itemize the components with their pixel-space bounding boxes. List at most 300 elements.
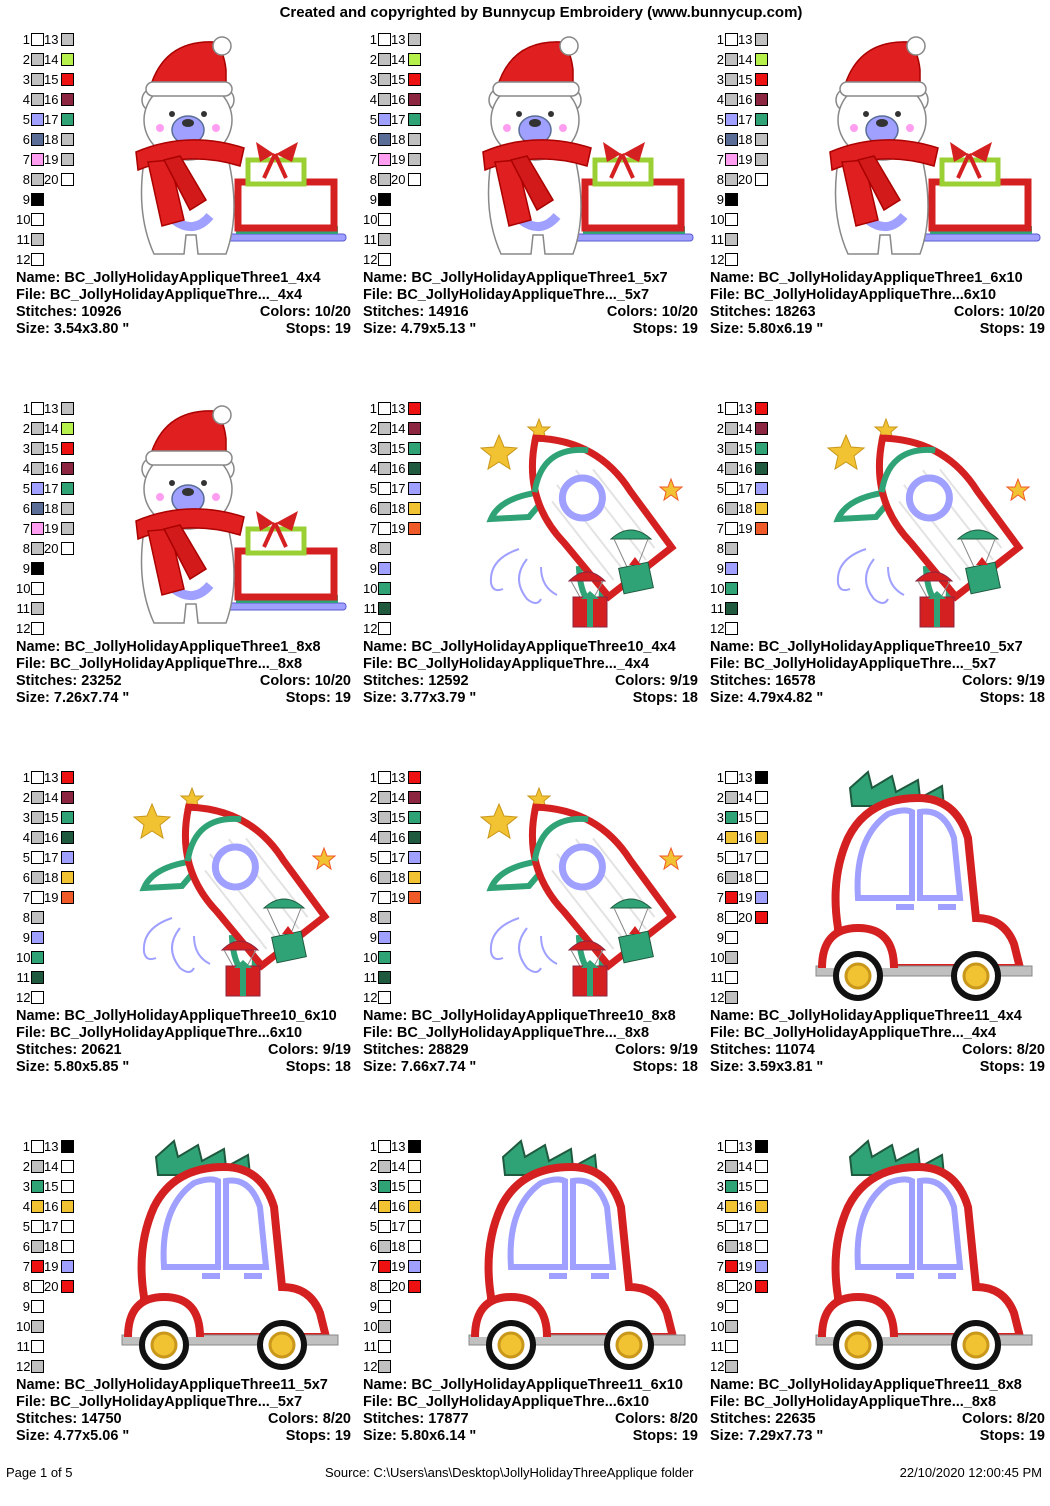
color-number: 1 xyxy=(369,770,377,785)
color-swatch xyxy=(755,73,768,86)
color-number: 3 xyxy=(22,72,30,87)
color-number: 2 xyxy=(716,790,724,805)
color-number: 8 xyxy=(22,541,30,556)
design-preview xyxy=(114,1137,356,1372)
color-swatch xyxy=(408,93,421,106)
design-info xyxy=(710,1008,1050,1076)
thread-color-row xyxy=(710,90,780,110)
design-name: BC_JollyHolidayAppliqueThree1_6x10 xyxy=(758,270,1023,286)
stitches-line xyxy=(710,1042,1050,1059)
color-swatch xyxy=(61,1220,74,1233)
color-swatch xyxy=(755,153,768,166)
color-number: 11 xyxy=(363,232,377,247)
color-number: 6 xyxy=(369,132,377,147)
thread-color-row xyxy=(16,559,86,579)
color-number: 3 xyxy=(369,441,377,456)
color-number: 7 xyxy=(716,1259,724,1274)
thread-color-row xyxy=(363,619,433,639)
stops-label: Stops: xyxy=(979,1428,1029,1444)
color-swatch xyxy=(31,462,44,475)
color-swatch xyxy=(31,1320,44,1333)
color-number: 17 xyxy=(44,1219,59,1234)
size-line xyxy=(710,1428,1050,1445)
size-line xyxy=(710,1059,1050,1076)
thread-color-row xyxy=(710,768,780,788)
thread-color-row xyxy=(363,210,433,230)
name-label: Name: xyxy=(710,1008,759,1024)
rocket-applique xyxy=(808,399,1048,634)
design-card xyxy=(710,30,1050,399)
thread-color-row xyxy=(363,948,433,968)
color-swatch xyxy=(31,1340,44,1353)
color-swatch xyxy=(725,1240,738,1253)
color-number: 17 xyxy=(391,1219,406,1234)
color-number: 7 xyxy=(22,890,30,905)
colors-label: Colors: xyxy=(614,1411,670,1427)
stops-label: Stops: xyxy=(979,321,1029,337)
color-number: 7 xyxy=(369,890,377,905)
color-swatch xyxy=(725,602,738,615)
color-swatch xyxy=(378,1320,391,1333)
color-number: 15 xyxy=(738,441,753,456)
color-number: 14 xyxy=(44,1159,59,1174)
design-info xyxy=(16,1377,363,1445)
name-label: Name: xyxy=(16,270,65,286)
color-swatch xyxy=(755,791,768,804)
color-number: 7 xyxy=(22,521,30,536)
thread-color-row xyxy=(16,1177,86,1197)
color-number: 19 xyxy=(738,152,753,167)
stitches-label: Stitches: xyxy=(16,673,82,689)
color-swatch xyxy=(378,133,391,146)
color-number: 3 xyxy=(716,441,724,456)
color-swatch xyxy=(725,911,738,924)
thread-color-row xyxy=(16,230,86,250)
color-number: 14 xyxy=(44,421,59,436)
thread-color-row xyxy=(710,150,780,170)
color-number: 16 xyxy=(44,1199,59,1214)
stitches-label: Stitches: xyxy=(710,1411,776,1427)
color-number: 18 xyxy=(391,132,406,147)
color-number: 9 xyxy=(716,1299,724,1314)
stitch-count: 16578 xyxy=(775,673,816,689)
color-number: 12 xyxy=(710,990,725,1005)
color-swatch xyxy=(755,33,768,46)
color-number: 12 xyxy=(16,990,31,1005)
color-swatch xyxy=(408,402,421,415)
color-number: 5 xyxy=(22,112,30,127)
color-swatch xyxy=(61,831,74,844)
color-swatch xyxy=(725,73,738,86)
color-number: 2 xyxy=(369,421,377,436)
colors-label: Colors: xyxy=(961,673,1017,689)
color-number: 5 xyxy=(22,1219,30,1234)
color-swatch xyxy=(408,462,421,475)
color-swatch xyxy=(755,502,768,515)
thread-color-row xyxy=(363,968,433,988)
thread-color-row xyxy=(710,928,780,948)
design-size: 5.80x5.85 " xyxy=(53,1059,130,1075)
color-number: 9 xyxy=(22,1299,30,1314)
color-swatch xyxy=(378,1360,391,1373)
rocket-applique xyxy=(461,768,701,1003)
color-swatch xyxy=(408,53,421,66)
color-number: 10 xyxy=(363,581,378,596)
thread-color-row xyxy=(710,170,780,190)
thread-color-row xyxy=(710,1237,780,1257)
color-swatch xyxy=(378,1220,391,1233)
design-name: BC_JollyHolidayAppliqueThree11_5x7 xyxy=(64,1377,328,1393)
color-swatch xyxy=(378,951,391,964)
color-swatch xyxy=(725,931,738,944)
thread-color-row xyxy=(16,808,86,828)
thread-color-row xyxy=(16,619,86,639)
thread-color-row xyxy=(16,250,86,270)
thread-color-row xyxy=(363,1237,433,1257)
color-swatch xyxy=(378,442,391,455)
color-swatch xyxy=(31,1200,44,1213)
color-swatch xyxy=(378,522,391,535)
color-swatch xyxy=(31,1180,44,1193)
color-swatch xyxy=(725,522,738,535)
color-swatch xyxy=(31,871,44,884)
color-swatch xyxy=(61,402,74,415)
color-swatch xyxy=(61,462,74,475)
color-swatch xyxy=(378,33,391,46)
name-label: Name: xyxy=(363,270,412,286)
color-number: 18 xyxy=(44,870,59,885)
color-number: 3 xyxy=(716,810,724,825)
color-swatch xyxy=(755,522,768,535)
color-swatch xyxy=(408,891,421,904)
color-number: 4 xyxy=(369,461,377,476)
thread-color-row xyxy=(16,170,86,190)
design-file: BC_JollyHolidayAppliqueThre..._5x7 xyxy=(49,1394,303,1410)
color-number: 3 xyxy=(369,810,377,825)
color-swatch xyxy=(31,253,44,266)
stitch-count: 14750 xyxy=(81,1411,122,1427)
color-swatch xyxy=(725,771,738,784)
color-swatch xyxy=(61,422,74,435)
thread-color-row xyxy=(363,579,433,599)
design-name-line xyxy=(710,1008,1050,1025)
color-swatch xyxy=(755,891,768,904)
color-number: 6 xyxy=(716,1239,724,1254)
color-swatch xyxy=(725,113,738,126)
color-swatch xyxy=(408,811,421,824)
color-number: 10 xyxy=(16,212,31,227)
color-number: 1 xyxy=(22,32,30,47)
color-swatch xyxy=(31,402,44,415)
size-label: Size: xyxy=(710,321,748,337)
color-swatch xyxy=(31,53,44,66)
color-number: 19 xyxy=(44,1259,59,1274)
color-number: 13 xyxy=(391,770,406,785)
color-swatch xyxy=(725,1220,738,1233)
color-swatch xyxy=(378,911,391,924)
color-number: 15 xyxy=(391,441,406,456)
stitch-count: 28829 xyxy=(428,1042,469,1058)
color-number: 17 xyxy=(738,481,753,496)
size-label: Size: xyxy=(363,1428,401,1444)
color-count: 8/20 xyxy=(1016,1411,1045,1427)
color-swatch xyxy=(725,542,738,555)
color-number: 13 xyxy=(391,32,406,47)
color-number: 18 xyxy=(44,501,59,516)
design-card xyxy=(710,399,1050,768)
design-card xyxy=(363,1137,710,1506)
color-swatch xyxy=(61,891,74,904)
color-number: 16 xyxy=(391,461,406,476)
color-swatch xyxy=(725,562,738,575)
size-label: Size: xyxy=(363,690,401,706)
stop-count: 19 xyxy=(334,1428,351,1444)
stops-label: Stops: xyxy=(632,321,682,337)
color-swatch xyxy=(725,991,738,1004)
color-number: 3 xyxy=(22,441,30,456)
color-number: 6 xyxy=(369,1239,377,1254)
color-number: 16 xyxy=(738,461,753,476)
color-swatch xyxy=(31,1280,44,1293)
color-swatch xyxy=(61,502,74,515)
color-number: 5 xyxy=(369,1219,377,1234)
design-file-line xyxy=(710,1394,1050,1411)
size-label: Size: xyxy=(363,321,401,337)
colors-label: Colors: xyxy=(259,304,315,320)
color-number: 4 xyxy=(716,461,724,476)
color-number: 18 xyxy=(391,1239,406,1254)
colors-label: Colors: xyxy=(267,1411,323,1427)
design-size: 5.80x6.19 " xyxy=(747,321,824,337)
color-number: 5 xyxy=(22,481,30,496)
color-number: 14 xyxy=(44,790,59,805)
color-number: 8 xyxy=(369,910,377,925)
stops-label: Stops: xyxy=(285,1059,335,1075)
color-swatch xyxy=(378,602,391,615)
design-preview xyxy=(114,30,356,265)
stop-count: 18 xyxy=(681,690,698,706)
color-swatch xyxy=(725,1340,738,1353)
color-number: 14 xyxy=(738,52,753,67)
color-number: 6 xyxy=(22,870,30,885)
stop-count: 19 xyxy=(334,321,351,337)
color-number: 18 xyxy=(44,1239,59,1254)
color-swatch xyxy=(725,1360,738,1373)
color-swatch xyxy=(408,133,421,146)
color-swatch xyxy=(755,173,768,186)
color-swatch xyxy=(408,1280,421,1293)
color-swatch xyxy=(31,33,44,46)
color-number: 4 xyxy=(22,461,30,476)
color-swatch xyxy=(31,542,44,555)
color-swatch xyxy=(408,1180,421,1193)
design-file-line xyxy=(16,1394,363,1411)
color-swatch xyxy=(31,1300,44,1313)
color-swatch xyxy=(408,791,421,804)
color-number: 14 xyxy=(391,52,406,67)
color-number: 14 xyxy=(391,790,406,805)
color-number: 7 xyxy=(22,1259,30,1274)
color-swatch xyxy=(725,173,738,186)
design-name-line xyxy=(363,270,710,287)
design-card xyxy=(16,768,363,1137)
color-swatch xyxy=(61,771,74,784)
thread-color-row xyxy=(710,1357,780,1377)
color-number: 11 xyxy=(363,601,377,616)
thread-color-row xyxy=(710,1337,780,1357)
color-number: 11 xyxy=(16,601,30,616)
thread-color-row xyxy=(16,1137,86,1157)
color-swatch xyxy=(31,562,44,575)
stops-label: Stops: xyxy=(979,1059,1029,1075)
design-info xyxy=(363,270,710,338)
color-number: 20 xyxy=(391,1279,406,1294)
design-name: BC_JollyHolidayAppliqueThree11_6x10 xyxy=(411,1377,683,1393)
design-name: BC_JollyHolidayAppliqueThree1_8x8 xyxy=(64,639,321,655)
color-number: 12 xyxy=(710,1359,725,1374)
color-swatch xyxy=(378,1340,391,1353)
design-info xyxy=(363,1008,710,1076)
stitches-line xyxy=(363,673,710,690)
color-swatch xyxy=(378,422,391,435)
stitch-count: 18263 xyxy=(775,304,816,320)
color-swatch xyxy=(725,33,738,46)
design-name-line xyxy=(710,639,1050,656)
design-card xyxy=(16,1137,363,1506)
color-number: 16 xyxy=(391,830,406,845)
color-swatch xyxy=(378,93,391,106)
car-with-tree-applique xyxy=(461,1137,701,1372)
color-number: 8 xyxy=(716,541,724,556)
color-number: 1 xyxy=(369,1139,377,1154)
color-number: 10 xyxy=(16,581,31,596)
thread-color-row xyxy=(16,479,86,499)
color-number: 14 xyxy=(391,1159,406,1174)
color-number: 4 xyxy=(716,92,724,107)
design-preview xyxy=(808,399,1050,634)
color-swatch xyxy=(725,1160,738,1173)
thread-color-row xyxy=(16,1277,86,1297)
design-preview xyxy=(808,30,1050,265)
color-number: 18 xyxy=(391,870,406,885)
color-number: 12 xyxy=(16,1359,31,1374)
thread-color-row xyxy=(16,459,86,479)
color-number: 6 xyxy=(716,132,724,147)
thread-color-row xyxy=(363,888,433,908)
color-swatch xyxy=(755,462,768,475)
thread-color-row xyxy=(710,399,780,419)
color-swatch xyxy=(31,622,44,635)
color-swatch xyxy=(31,891,44,904)
color-number: 13 xyxy=(738,32,753,47)
color-number: 18 xyxy=(44,132,59,147)
color-swatch xyxy=(725,93,738,106)
file-label: File: xyxy=(16,287,50,303)
color-swatch xyxy=(755,113,768,126)
color-number: 15 xyxy=(44,72,59,87)
name-label: Name: xyxy=(363,639,412,655)
color-number: 9 xyxy=(716,192,724,207)
thread-color-row xyxy=(16,210,86,230)
color-swatch xyxy=(378,1200,391,1213)
color-swatch xyxy=(725,1200,738,1213)
color-number: 8 xyxy=(369,541,377,556)
color-swatch xyxy=(725,133,738,146)
color-number: 10 xyxy=(363,212,378,227)
size-label: Size: xyxy=(16,321,54,337)
color-swatch xyxy=(61,133,74,146)
stop-count: 19 xyxy=(1028,1428,1045,1444)
design-preview xyxy=(461,768,703,1003)
color-swatch xyxy=(31,133,44,146)
color-number: 17 xyxy=(44,850,59,865)
color-number: 12 xyxy=(710,621,725,636)
color-number: 12 xyxy=(363,990,378,1005)
design-file-line xyxy=(363,287,710,304)
color-swatch xyxy=(31,1260,44,1273)
color-swatch xyxy=(725,871,738,884)
color-swatch xyxy=(61,93,74,106)
color-number: 3 xyxy=(22,1179,30,1194)
color-swatch xyxy=(378,971,391,984)
thread-color-row xyxy=(16,988,86,1008)
thread-color-row xyxy=(710,499,780,519)
thread-color-row xyxy=(16,599,86,619)
thread-color-row xyxy=(363,559,433,579)
name-label: Name: xyxy=(710,639,759,655)
color-swatch xyxy=(31,522,44,535)
color-swatch xyxy=(408,113,421,126)
color-number: 17 xyxy=(738,1219,753,1234)
color-swatch xyxy=(31,1160,44,1173)
color-number: 18 xyxy=(738,1239,753,1254)
color-swatch xyxy=(378,1260,391,1273)
color-number: 11 xyxy=(710,232,724,247)
design-name-line xyxy=(16,1377,363,1394)
color-swatch xyxy=(755,771,768,784)
color-swatch xyxy=(378,73,391,86)
color-number: 12 xyxy=(363,252,378,267)
thread-color-row xyxy=(363,828,433,848)
color-number: 9 xyxy=(369,561,377,576)
color-swatch xyxy=(31,771,44,784)
size-line xyxy=(363,1428,710,1445)
stitches-line xyxy=(363,1411,710,1428)
color-number: 9 xyxy=(22,192,30,207)
thread-color-row xyxy=(710,888,780,908)
size-label: Size: xyxy=(363,1059,401,1075)
color-number: 20 xyxy=(44,541,59,556)
file-label: File: xyxy=(710,1394,744,1410)
thread-color-row xyxy=(16,150,86,170)
thread-color-row xyxy=(710,788,780,808)
color-swatch xyxy=(378,213,391,226)
color-number: 18 xyxy=(738,870,753,885)
design-name-line xyxy=(363,1008,710,1025)
thread-color-row xyxy=(710,1137,780,1157)
thread-color-row xyxy=(16,948,86,968)
thread-color-row xyxy=(363,50,433,70)
color-swatch xyxy=(755,1240,768,1253)
thread-color-row xyxy=(710,579,780,599)
color-swatch xyxy=(725,153,738,166)
thread-color-row xyxy=(710,599,780,619)
color-swatch xyxy=(378,1180,391,1193)
thread-color-row xyxy=(363,1177,433,1197)
color-number: 4 xyxy=(716,830,724,845)
design-name-line xyxy=(16,270,363,287)
color-number: 7 xyxy=(716,890,724,905)
